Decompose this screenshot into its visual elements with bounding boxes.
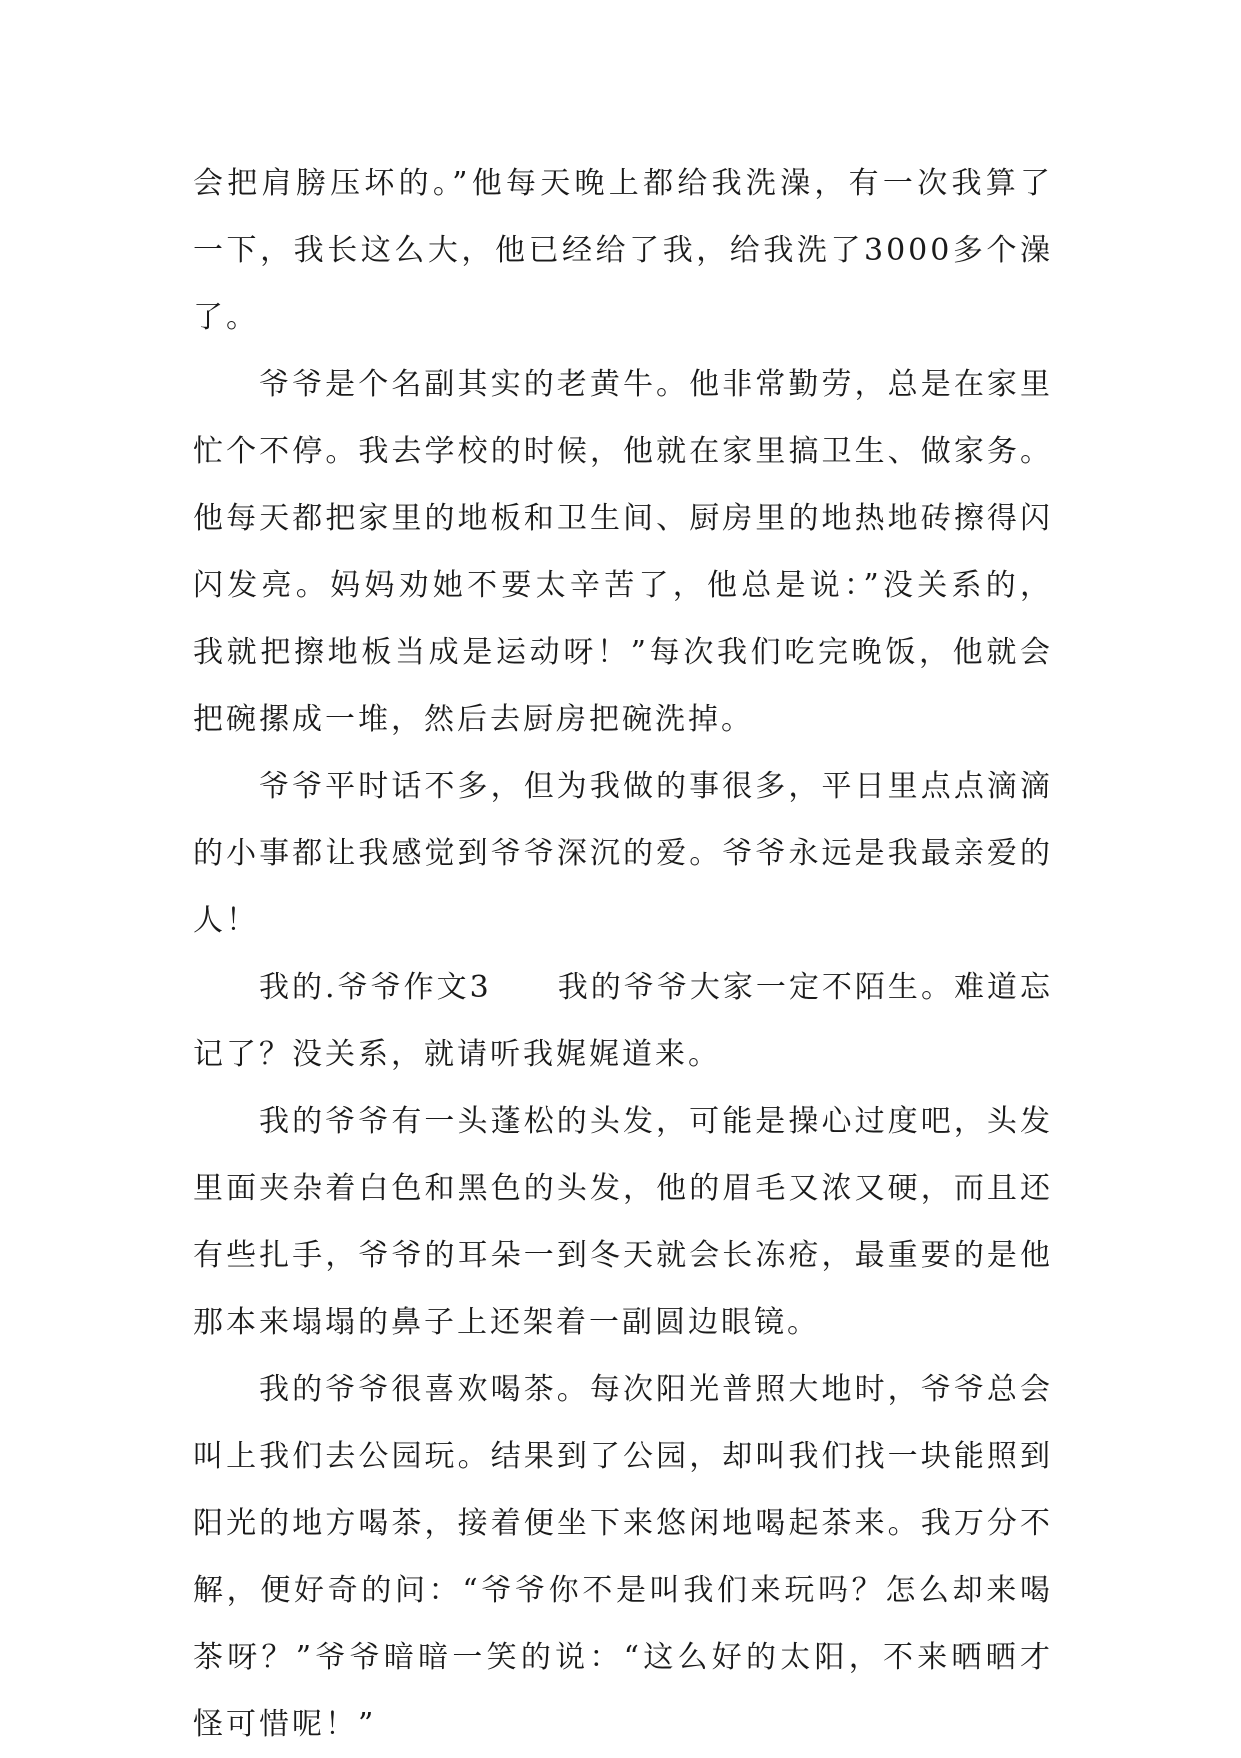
paragraph-essay-3-intro: 我的.爷爷作文3 我的爷爷大家一定不陌生。难道忘记了？没关系，就请听我娓娓道来。 [193, 970, 1053, 1072]
paragraph-appearance: 我的爷爷有一头蓬松的头发，可能是操心过度吧，头发里面夹杂着白色和黑色的头发，他的眉毛又浓又硬，而且还有些扎手，爷爷的耳朵一到冬天就会长冻疮，最重要的是他那本来塌塌的鼻子上还架着一副圆边眼镜。 [193, 1104, 1053, 1340]
paragraph-continuation: 会把肩膀压坏的。”他每天晚上都给我洗澡，有一次我算了一下，我长这么大，他已经给了我，给我洗了3000多个澡了。 [193, 166, 1053, 335]
paragraph-hardworking: 爷爷是个名副其实的老黄牛。他非常勤劳，总是在家里忙个不停。我去学校的时候，他就在家里搞卫生、做家务。他每天都把家里的地板和卫生间、厨房里的地热地砖擦得闪闪发亮。妈妈劝她不要太辛苦了，他总是说：”没关系的，我就把擦地板当成是运动呀！”每次我们吃完晚饭，他就会把碗摞成一堆，然后去厨房把碗洗掉。 [193, 367, 1053, 737]
paragraph-tea: 我的爷爷很喜欢喝茶。每次阳光普照大地时，爷爷总会叫上我们去公园玩。结果到了公园，却叫我们找一块能照到阳光的地方喝茶，接着便坐下来悠闲地喝起茶来。我万分不解，便好奇的问：“爷爷你不是叫我们来玩吗？怎么却来喝茶呀？”爷爷暗暗一笑的说：“这么好的太阳，不来晒晒才怪可惜呢！” [193, 1372, 1053, 1742]
paragraph-love: 爷爷平时话不多，但为我做的事很多，平日里点点滴滴的小事都让我感觉到爷爷深沉的爱。爷爷永远是我最亲爱的人！ [193, 769, 1053, 938]
document-body [193, 150, 1053, 1758]
